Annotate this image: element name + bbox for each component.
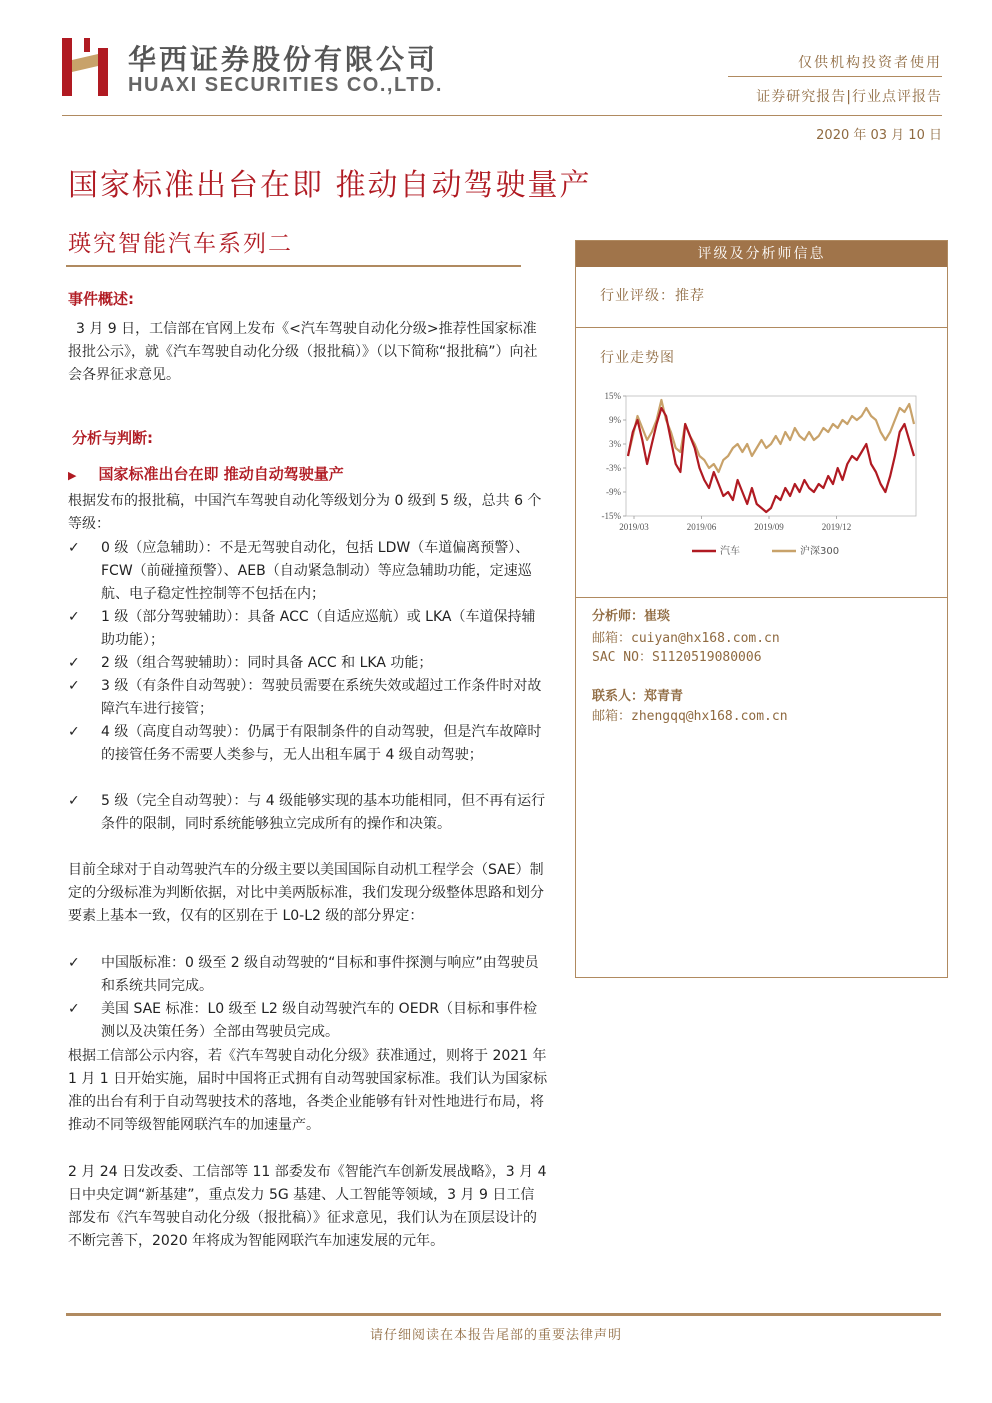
x-tick-label: 2019/03 [619, 522, 649, 532]
y-tick-label: -15% [601, 511, 621, 521]
title-rule [66, 265, 521, 267]
check-icon: ✓ [68, 609, 80, 625]
industry-trend-chart [588, 380, 928, 565]
analyst-sac-number: SAC NO：S1120519080006 [592, 650, 762, 665]
paragraph-implementation: 根据工信部公示内容，若《汽车驾驶自动化分级》获准通过，则将于 2021 年 1 月 1 日开始实施，届时中国将正式拥有自动驾驶国家标准。我们认为国家标准的出台有利于自动驾驶技术的落地，各类企业能够有针对性地进行布局，将推动不同等级智能网联汽车的加速量产。 [68, 1048, 548, 1133]
footer-rule [66, 1313, 941, 1316]
panel-divider [576, 327, 947, 328]
check-icon: ✓ [68, 655, 80, 671]
list-item [68, 675, 548, 721]
report-date: 2020 年 03 月 10 日 [816, 128, 942, 143]
y-tick-label: -3% [606, 463, 621, 473]
contact-name: 联系人：郑青青 [592, 689, 684, 704]
audience-note: 仅供机构投资者使用 [798, 55, 942, 71]
x-tick-label: 2019/12 [821, 522, 852, 532]
analysis-heading: 分析与判断: [72, 429, 153, 447]
y-tick-label: 9% [609, 415, 621, 425]
us-standard-text: 美国 SAE 标准：L0 级至 L2 级自动驾驶汽车的 OEDR（目标和事件检测以及决策任务）全部由驾驶员完成。 [101, 1001, 538, 1040]
trend-chart-label: 行业走势图 [600, 350, 675, 366]
contact-email: 邮箱：zhengqq@hx168.com.cn [592, 709, 788, 724]
page-title: 国家标准出台在即 推动自动驾驶量产 [68, 168, 592, 203]
y-tick-label: 3% [609, 439, 621, 449]
company-logo-icon [62, 38, 112, 96]
level-5-text: 5 级（完全自动驾驶）：与 4 级能够实现的基本功能相同，但不再有运行条件的限制，同时系统能够独立完成所有的操作和决策。 [101, 793, 546, 832]
list-item [68, 652, 548, 675]
paragraph-policy: 2 月 24 日发改委、工信部等 11 部委发布《智能汽车创新发展战略》，3 月 4 日中央定调“新基建”，重点发力 5G 基建、人工智能等领域，3 月 9 日工信部发布《汽车驾驶自动化分级（报批稿）》征求意见，我们认为在顶层设计的不断完善下，2020 年将成为智能网联汽车加速发展的元年。 [68, 1164, 547, 1249]
analyst-name: 分析师：崔琰 [592, 609, 671, 624]
triangle-bullet-icon: ▶ [68, 469, 77, 482]
y-tick-label: -9% [606, 487, 621, 497]
list-item [68, 790, 548, 836]
list-item [68, 952, 548, 998]
series-title: 瑛究智能汽车系列二 [68, 231, 293, 257]
x-tick-label: 2019/09 [754, 522, 784, 532]
list-item [68, 721, 548, 767]
check-icon: ✓ [68, 955, 80, 971]
check-icon: ✓ [68, 793, 80, 809]
industry-rating: 行业评级：推荐 [600, 288, 705, 304]
check-icon: ✓ [68, 540, 80, 556]
bullet-heading [68, 463, 344, 484]
company-name-en: HUAXI SECURITIES CO.,LTD. [128, 74, 443, 96]
level-0-text: 0 级（应急辅助）：不是无驾驶自动化，包括 LDW（车道偏离预警）、FCW（前碰撞预警）、AEB（自动紧急制动）等应急辅助功能，定速巡航、电子稳定性控制等不包括在内； [101, 540, 532, 602]
level-4-text: 4 级（高度自动驾驶）：仍属于有限制条件的自动驾驶，但是汽车故障时的接管任务不需要人类参与，无人出租车属于 4 级自动驾驶； [101, 724, 542, 763]
check-icon: ✓ [68, 724, 80, 740]
chart-frame [626, 396, 916, 516]
bullet-heading-text: 国家标准出台在即 推动自动驾驶量产 [98, 465, 344, 483]
event-heading: 事件概述: [68, 290, 134, 308]
analyst-email: 邮箱：cuiyan@hx168.com.cn [592, 631, 780, 646]
list-item [68, 537, 548, 606]
legend-label-1: 沪深300 [800, 546, 840, 557]
level-2-text: 2 级（组合驾驶辅助）：同时具备 ACC 和 LKA 功能； [101, 655, 433, 671]
event-paragraph: 3 月 9 日，工信部在官网上发布《<汽车驾驶自动化分级>推荐性国家标准报批公示》，就《汽车驾驶自动化分级（报批稿）》（以下简称“报批稿”）向社会各界征求意见。 [68, 321, 538, 383]
check-icon: ✓ [68, 1001, 80, 1017]
series-line-0 [628, 408, 914, 512]
analyst-panel [575, 240, 948, 978]
panel-header: 评级及分析师信息 [576, 241, 947, 267]
level-1-text: 1 级（部分驾驶辅助）：具备 ACC（自适应巡航）或 LKA（车道保持辅助功能）； [101, 609, 536, 648]
report-type: 证券研究报告|行业点评报告 [756, 89, 942, 105]
legend-label-0: 汽车 [720, 546, 740, 557]
paragraph-levels-intro: 根据发布的报批稿，中国汽车驾驶自动化等级划分为 0 级到 5 级，总共 6 个等级： [68, 493, 542, 532]
panel-divider [576, 597, 947, 598]
y-tick-label: 15% [604, 391, 621, 401]
paragraph-comparison: 目前全球对于自动驾驶汽车的分级主要以美国国际自动机工程学会（SAE）制定的分级标准为判断依据，对比中美两版标准，我们发现分级整体思路和划分要素上基本一致，仅有的区别在于 L0-L2 级的部分界定： [68, 862, 544, 924]
header-divider [728, 76, 942, 77]
check-icon: ✓ [68, 678, 80, 694]
level-3-text: 3 级（有条件自动驾驶）：驾驶员需要在系统失效或超过工作条件时对故障汽车进行接管； [101, 678, 542, 717]
legal-notice: 请仔细阅读在本报告尾部的重要法律声明 [369, 1328, 622, 1343]
x-tick-label: 2019/06 [686, 522, 717, 532]
list-item [68, 998, 548, 1044]
company-name-cn: 华西证券股份有限公司 [128, 43, 439, 76]
china-standard-text: 中国版标准：0 级至 2 级自动驾驶的“目标和事件探测与响应”由驾驶员和系统共同完成。 [101, 955, 539, 994]
header-rule [62, 115, 942, 116]
list-item [68, 606, 548, 652]
